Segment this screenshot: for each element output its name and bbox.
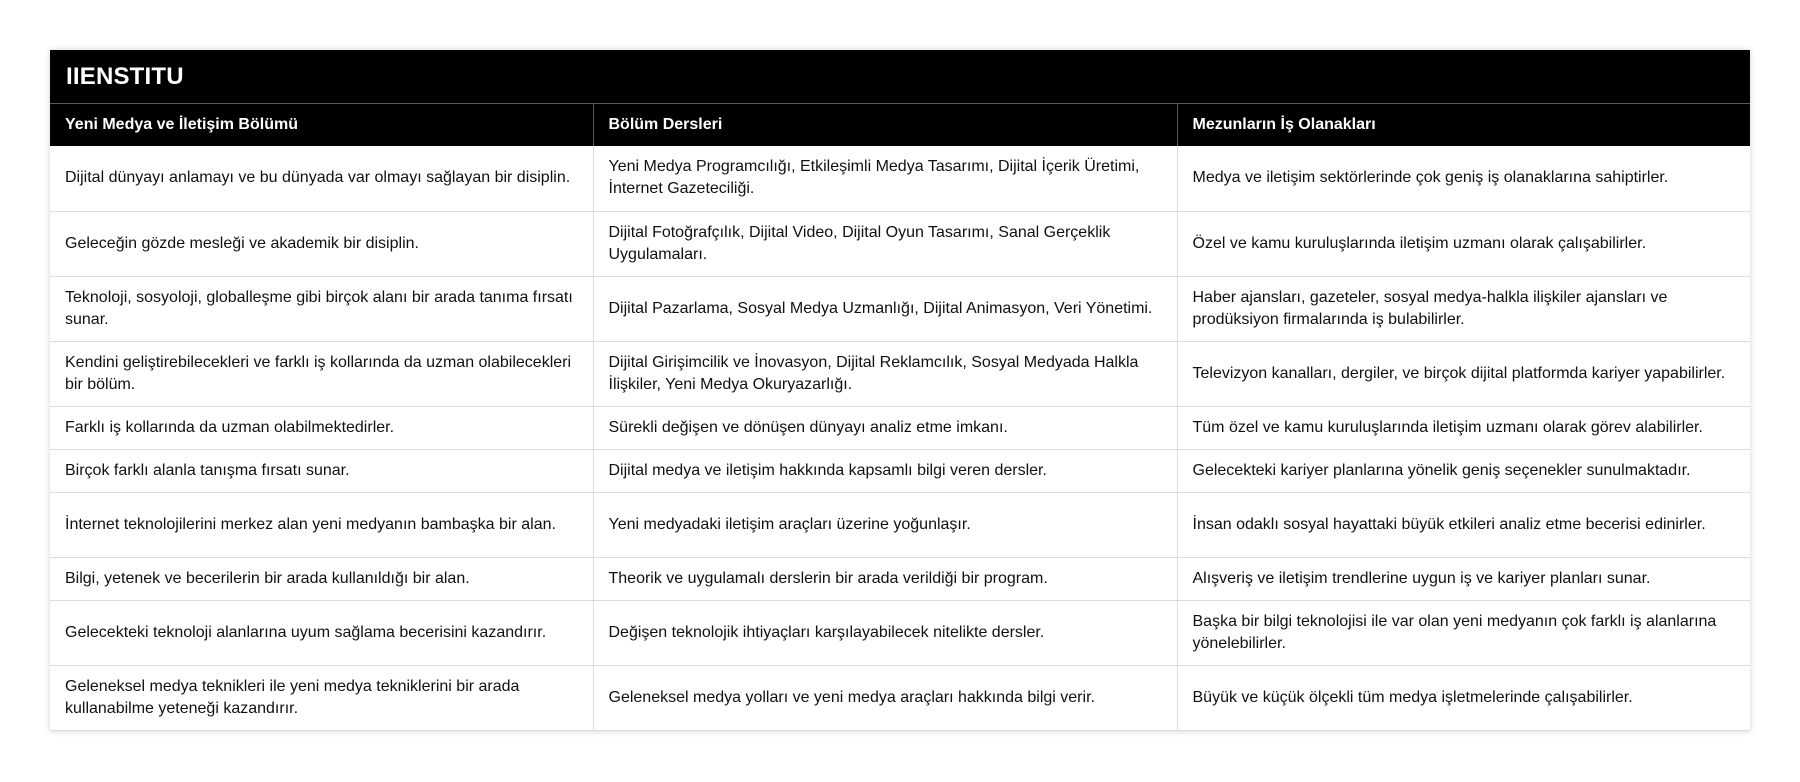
- cell-careers: Alışveriş ve iletişim trendlerine uygun iş ve kariyer planları sunar.: [1177, 557, 1750, 600]
- cell-courses: Yeni Medya Programcılığı, Etkileşimli Medya Tasarımı, Dijital İçerik Üretimi, İnternet Gazeteciliği.: [593, 146, 1177, 211]
- cell-careers: Özel ve kamu kuruluşlarında iletişim uzmanı olarak çalışabilirler.: [1177, 211, 1750, 276]
- cell-courses: Yeni medyadaki iletişim araçları üzerine yoğunlaşır.: [593, 492, 1177, 557]
- comparison-table: [50, 104, 1750, 731]
- cell-courses: Dijital Girişimcilik ve İnovasyon, Dijital Reklamcılık, Sosyal Medyada Halkla İlişkiler, Yeni Medya Okuryazarlığı.: [593, 341, 1177, 406]
- table-row: [50, 341, 1750, 406]
- cell-department: Birçok farklı alanla tanışma fırsatı sunar.: [50, 449, 593, 492]
- cell-careers: Televizyon kanalları, dergiler, ve birçok dijital platformda kariyer yapabilirler.: [1177, 341, 1750, 406]
- cell-courses: Değişen teknolojik ihtiyaçları karşılayabilecek nitelikte dersler.: [593, 600, 1177, 665]
- cell-careers: Tüm özel ve kamu kuruluşlarında iletişim uzmanı olarak görev alabilirler.: [1177, 406, 1750, 449]
- table-row: [50, 492, 1750, 557]
- cell-department: Dijital dünyayı anlamayı ve bu dünyada var olmayı sağlayan bir disiplin.: [50, 146, 593, 211]
- cell-courses: Theorik ve uygulamalı derslerin bir arada verildiği bir program.: [593, 557, 1177, 600]
- cell-department: Bilgi, yetenek ve becerilerin bir arada kullanıldığı bir alan.: [50, 557, 593, 600]
- brand-title: IIENSTITU: [50, 50, 1750, 104]
- cell-department: İnternet teknolojilerini merkez alan yeni medyanın bambaşka bir alan.: [50, 492, 593, 557]
- column-header-careers: Mezunların İş Olanakları: [1177, 104, 1750, 146]
- table-row: [50, 665, 1750, 730]
- header-row: [50, 104, 1750, 146]
- cell-department: Gelecekteki teknoloji alanlarına uyum sağlama becerisini kazandırır.: [50, 600, 593, 665]
- table-header: [50, 104, 1750, 146]
- cell-department: Farklı iş kollarında da uzman olabilmektedirler.: [50, 406, 593, 449]
- cell-department: Teknoloji, sosyoloji, globalleşme gibi birçok alanı bir arada tanıma fırsatı sunar.: [50, 276, 593, 341]
- cell-department: Kendini geliştirebilecekleri ve farklı iş kollarında da uzman olabilecekleri bir bölüm.: [50, 341, 593, 406]
- cell-department: Geleceğin gözde mesleği ve akademik bir disiplin.: [50, 211, 593, 276]
- table-row: [50, 276, 1750, 341]
- table-row: [50, 449, 1750, 492]
- cell-courses: Sürekli değişen ve dönüşen dünyayı analiz etme imkanı.: [593, 406, 1177, 449]
- column-header-courses: Bölüm Dersleri: [593, 104, 1177, 146]
- cell-careers: Haber ajansları, gazeteler, sosyal medya-halkla ilişkiler ajansları ve prodüksiyon firmalarında iş bulabilirler.: [1177, 276, 1750, 341]
- table-body: [50, 146, 1750, 730]
- table-row: [50, 600, 1750, 665]
- cell-courses: Dijital Fotoğrafçılık, Dijital Video, Dijital Oyun Tasarımı, Sanal Gerçeklik Uygulamaları.: [593, 211, 1177, 276]
- column-header-department: Yeni Medya ve İletişim Bölümü: [50, 104, 593, 146]
- table-row: [50, 406, 1750, 449]
- table-row: [50, 557, 1750, 600]
- cell-courses: Dijital Pazarlama, Sosyal Medya Uzmanlığı, Dijital Animasyon, Veri Yönetimi.: [593, 276, 1177, 341]
- table-card: [50, 50, 1750, 731]
- cell-careers: Büyük ve küçük ölçekli tüm medya işletmelerinde çalışabilirler.: [1177, 665, 1750, 730]
- table-row: [50, 211, 1750, 276]
- cell-department: Geleneksel medya teknikleri ile yeni medya tekniklerini bir arada kullanabilme yeteneği kazandırır.: [50, 665, 593, 730]
- table-row: [50, 146, 1750, 211]
- cell-courses: Geleneksel medya yolları ve yeni medya araçları hakkında bilgi verir.: [593, 665, 1177, 730]
- cell-careers: Medya ve iletişim sektörlerinde çok geniş iş olanaklarına sahiptirler.: [1177, 146, 1750, 211]
- cell-careers: İnsan odaklı sosyal hayattaki büyük etkileri analiz etme becerisi edinirler.: [1177, 492, 1750, 557]
- cell-careers: Başka bir bilgi teknolojisi ile var olan yeni medyanın çok farklı iş alanlarına yönelebilirler.: [1177, 600, 1750, 665]
- cell-careers: Gelecekteki kariyer planlarına yönelik geniş seçenekler sunulmaktadır.: [1177, 449, 1750, 492]
- cell-courses: Dijital medya ve iletişim hakkında kapsamlı bilgi veren dersler.: [593, 449, 1177, 492]
